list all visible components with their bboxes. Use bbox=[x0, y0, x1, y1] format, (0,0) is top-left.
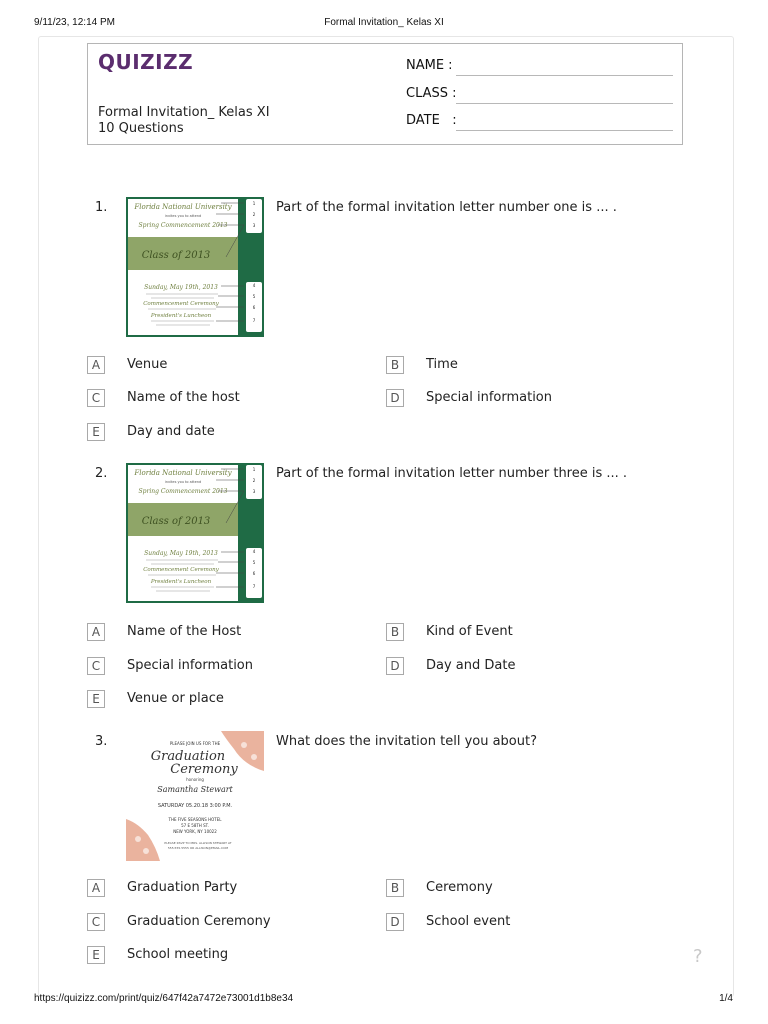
question-text: Part of the formal invitation letter number one is ... . bbox=[276, 200, 617, 215]
option-letter[interactable]: B bbox=[386, 623, 404, 641]
svg-text:7: 7 bbox=[252, 318, 256, 323]
option-letter[interactable]: A bbox=[87, 356, 105, 374]
option-letter[interactable]: D bbox=[386, 657, 404, 675]
svg-text:5: 5 bbox=[252, 560, 256, 565]
question-number: 3. bbox=[95, 734, 108, 749]
option-letter[interactable]: D bbox=[386, 389, 404, 407]
quizizz-logo: QUIZIZZ bbox=[98, 50, 194, 74]
invitation-letter-image bbox=[126, 197, 264, 337]
quiz-title: Formal Invitation_ Kelas XI bbox=[98, 105, 270, 120]
help-question-icon[interactable]: ? bbox=[693, 946, 703, 967]
svg-text:Commencement Ceremony: Commencement Ceremony bbox=[143, 301, 219, 307]
svg-text:Class of 2013: Class of 2013 bbox=[141, 516, 211, 527]
svg-text:1: 1 bbox=[252, 201, 256, 206]
option-text: Kind of Event bbox=[426, 624, 513, 639]
svg-text:57 E 58TH ST.: 57 E 58TH ST. bbox=[181, 823, 209, 828]
svg-text:Florida National University: Florida National University bbox=[134, 203, 232, 211]
svg-text:Graduation: Graduation bbox=[150, 749, 226, 764]
svg-text:555.555.5555 OR ALLISON@EMAIL.: 555.555.5555 OR ALLISON@EMAIL.COM bbox=[167, 846, 229, 850]
svg-text:4: 4 bbox=[252, 549, 256, 554]
svg-text:PLEASE RSVP TO MRS. ALLISON ST: PLEASE RSVP TO MRS. ALLISON STEWART AT bbox=[164, 841, 232, 845]
print-header bbox=[0, 17, 768, 31]
option-text: Time bbox=[426, 357, 458, 372]
print-page-number: 1/4 bbox=[719, 993, 733, 1004]
svg-text:President's Luncheon: President's Luncheon bbox=[150, 579, 212, 585]
svg-text:SATURDAY 05.20.18 3:00 P.M.: SATURDAY 05.20.18 3:00 P.M. bbox=[157, 803, 233, 809]
svg-text:Class of 2013: Class of 2013 bbox=[141, 250, 211, 261]
print-page-title: Formal Invitation_ Kelas XI bbox=[324, 17, 444, 28]
question-image-invitation-letter bbox=[126, 463, 264, 603]
svg-text:honoring: honoring bbox=[186, 777, 204, 782]
question-text: Part of the formal invitation letter number three is ... . bbox=[276, 466, 628, 481]
class-field-line[interactable] bbox=[456, 103, 673, 104]
svg-text:2: 2 bbox=[252, 478, 256, 483]
svg-text:THE FIVE SEASONS HOTEL: THE FIVE SEASONS HOTEL bbox=[168, 817, 222, 822]
option-text: Special information bbox=[127, 658, 254, 673]
svg-text:6: 6 bbox=[252, 571, 256, 576]
option-text: Name of the Host bbox=[127, 624, 242, 639]
svg-text:5: 5 bbox=[252, 294, 256, 299]
date-field-label: DATE : bbox=[406, 113, 457, 128]
option-text: Venue bbox=[127, 357, 168, 372]
option-text: Graduation Ceremony bbox=[127, 914, 271, 929]
svg-text:Florida National University: Florida National University bbox=[134, 469, 232, 477]
option-letter[interactable]: C bbox=[87, 389, 105, 407]
print-footer bbox=[0, 993, 768, 1007]
svg-text:6: 6 bbox=[252, 305, 256, 310]
question-image-graduation-invitation bbox=[126, 731, 264, 861]
option-text: Name of the host bbox=[127, 390, 240, 405]
name-field-line[interactable] bbox=[456, 75, 673, 76]
question-number: 1. bbox=[95, 200, 108, 215]
quiz-header-box bbox=[87, 43, 683, 145]
print-url: https://quizizz.com/print/quiz/647f42a7472e73001d1b8e34 bbox=[34, 993, 294, 1004]
option-text: Graduation Party bbox=[127, 880, 238, 895]
option-letter[interactable]: B bbox=[386, 879, 404, 897]
option-text: Venue or place bbox=[127, 691, 224, 706]
svg-text:Samantha Stewart: Samantha Stewart bbox=[157, 785, 233, 794]
option-letter[interactable]: C bbox=[87, 913, 105, 931]
option-text: Day and Date bbox=[426, 658, 516, 673]
svg-text:PLEASE JOIN US FOR THE: PLEASE JOIN US FOR THE bbox=[169, 741, 221, 746]
option-letter[interactable]: C bbox=[87, 657, 105, 675]
date-field-line[interactable] bbox=[456, 130, 673, 131]
svg-text:President's Luncheon: President's Luncheon bbox=[150, 313, 212, 319]
option-text: Ceremony bbox=[426, 880, 493, 895]
svg-text:3: 3 bbox=[252, 223, 256, 228]
option-letter[interactable]: A bbox=[87, 623, 105, 641]
svg-text:invites you to attend: invites you to attend bbox=[164, 214, 202, 218]
question-text: What does the invitation tell you about? bbox=[276, 734, 537, 749]
svg-text:4: 4 bbox=[252, 283, 256, 288]
svg-text:Sunday, May 19th, 2013: Sunday, May 19th, 2013 bbox=[144, 550, 218, 557]
svg-text:Commencement Ceremony: Commencement Ceremony bbox=[143, 567, 219, 573]
svg-text:7: 7 bbox=[252, 584, 256, 589]
option-text: School meeting bbox=[127, 947, 229, 962]
svg-text:Spring Commencement 2013: Spring Commencement 2013 bbox=[138, 488, 228, 495]
svg-text:Ceremony: Ceremony bbox=[170, 762, 238, 777]
svg-text:3: 3 bbox=[252, 489, 256, 494]
svg-text:2: 2 bbox=[252, 212, 256, 217]
option-letter[interactable]: B bbox=[386, 356, 404, 374]
graduation-invitation-image bbox=[126, 731, 264, 861]
option-letter[interactable]: E bbox=[87, 690, 105, 708]
svg-text:invites you to attend: invites you to attend bbox=[164, 480, 202, 484]
question-image-invitation-letter bbox=[126, 197, 264, 337]
question-count: 10 Questions bbox=[98, 121, 184, 136]
option-letter[interactable]: A bbox=[87, 879, 105, 897]
print-datetime: 9/11/23, 12:14 PM bbox=[34, 17, 115, 28]
question-number: 2. bbox=[95, 466, 108, 481]
option-text: Special information bbox=[426, 390, 553, 405]
invitation-letter-image bbox=[126, 463, 264, 603]
svg-text:Sunday, May 19th, 2013: Sunday, May 19th, 2013 bbox=[144, 284, 218, 291]
svg-text:Spring Commencement 2013: Spring Commencement 2013 bbox=[138, 222, 228, 229]
option-letter[interactable]: E bbox=[87, 946, 105, 964]
option-text: School event bbox=[426, 914, 511, 929]
name-field-label: NAME : bbox=[406, 58, 453, 73]
option-letter[interactable]: D bbox=[386, 913, 404, 931]
svg-text:1: 1 bbox=[252, 467, 256, 472]
option-letter[interactable]: E bbox=[87, 423, 105, 441]
svg-text:NEW YORK, NY 10022: NEW YORK, NY 10022 bbox=[173, 829, 217, 834]
option-text: Day and date bbox=[127, 424, 215, 439]
class-field-label: CLASS : bbox=[406, 86, 457, 101]
